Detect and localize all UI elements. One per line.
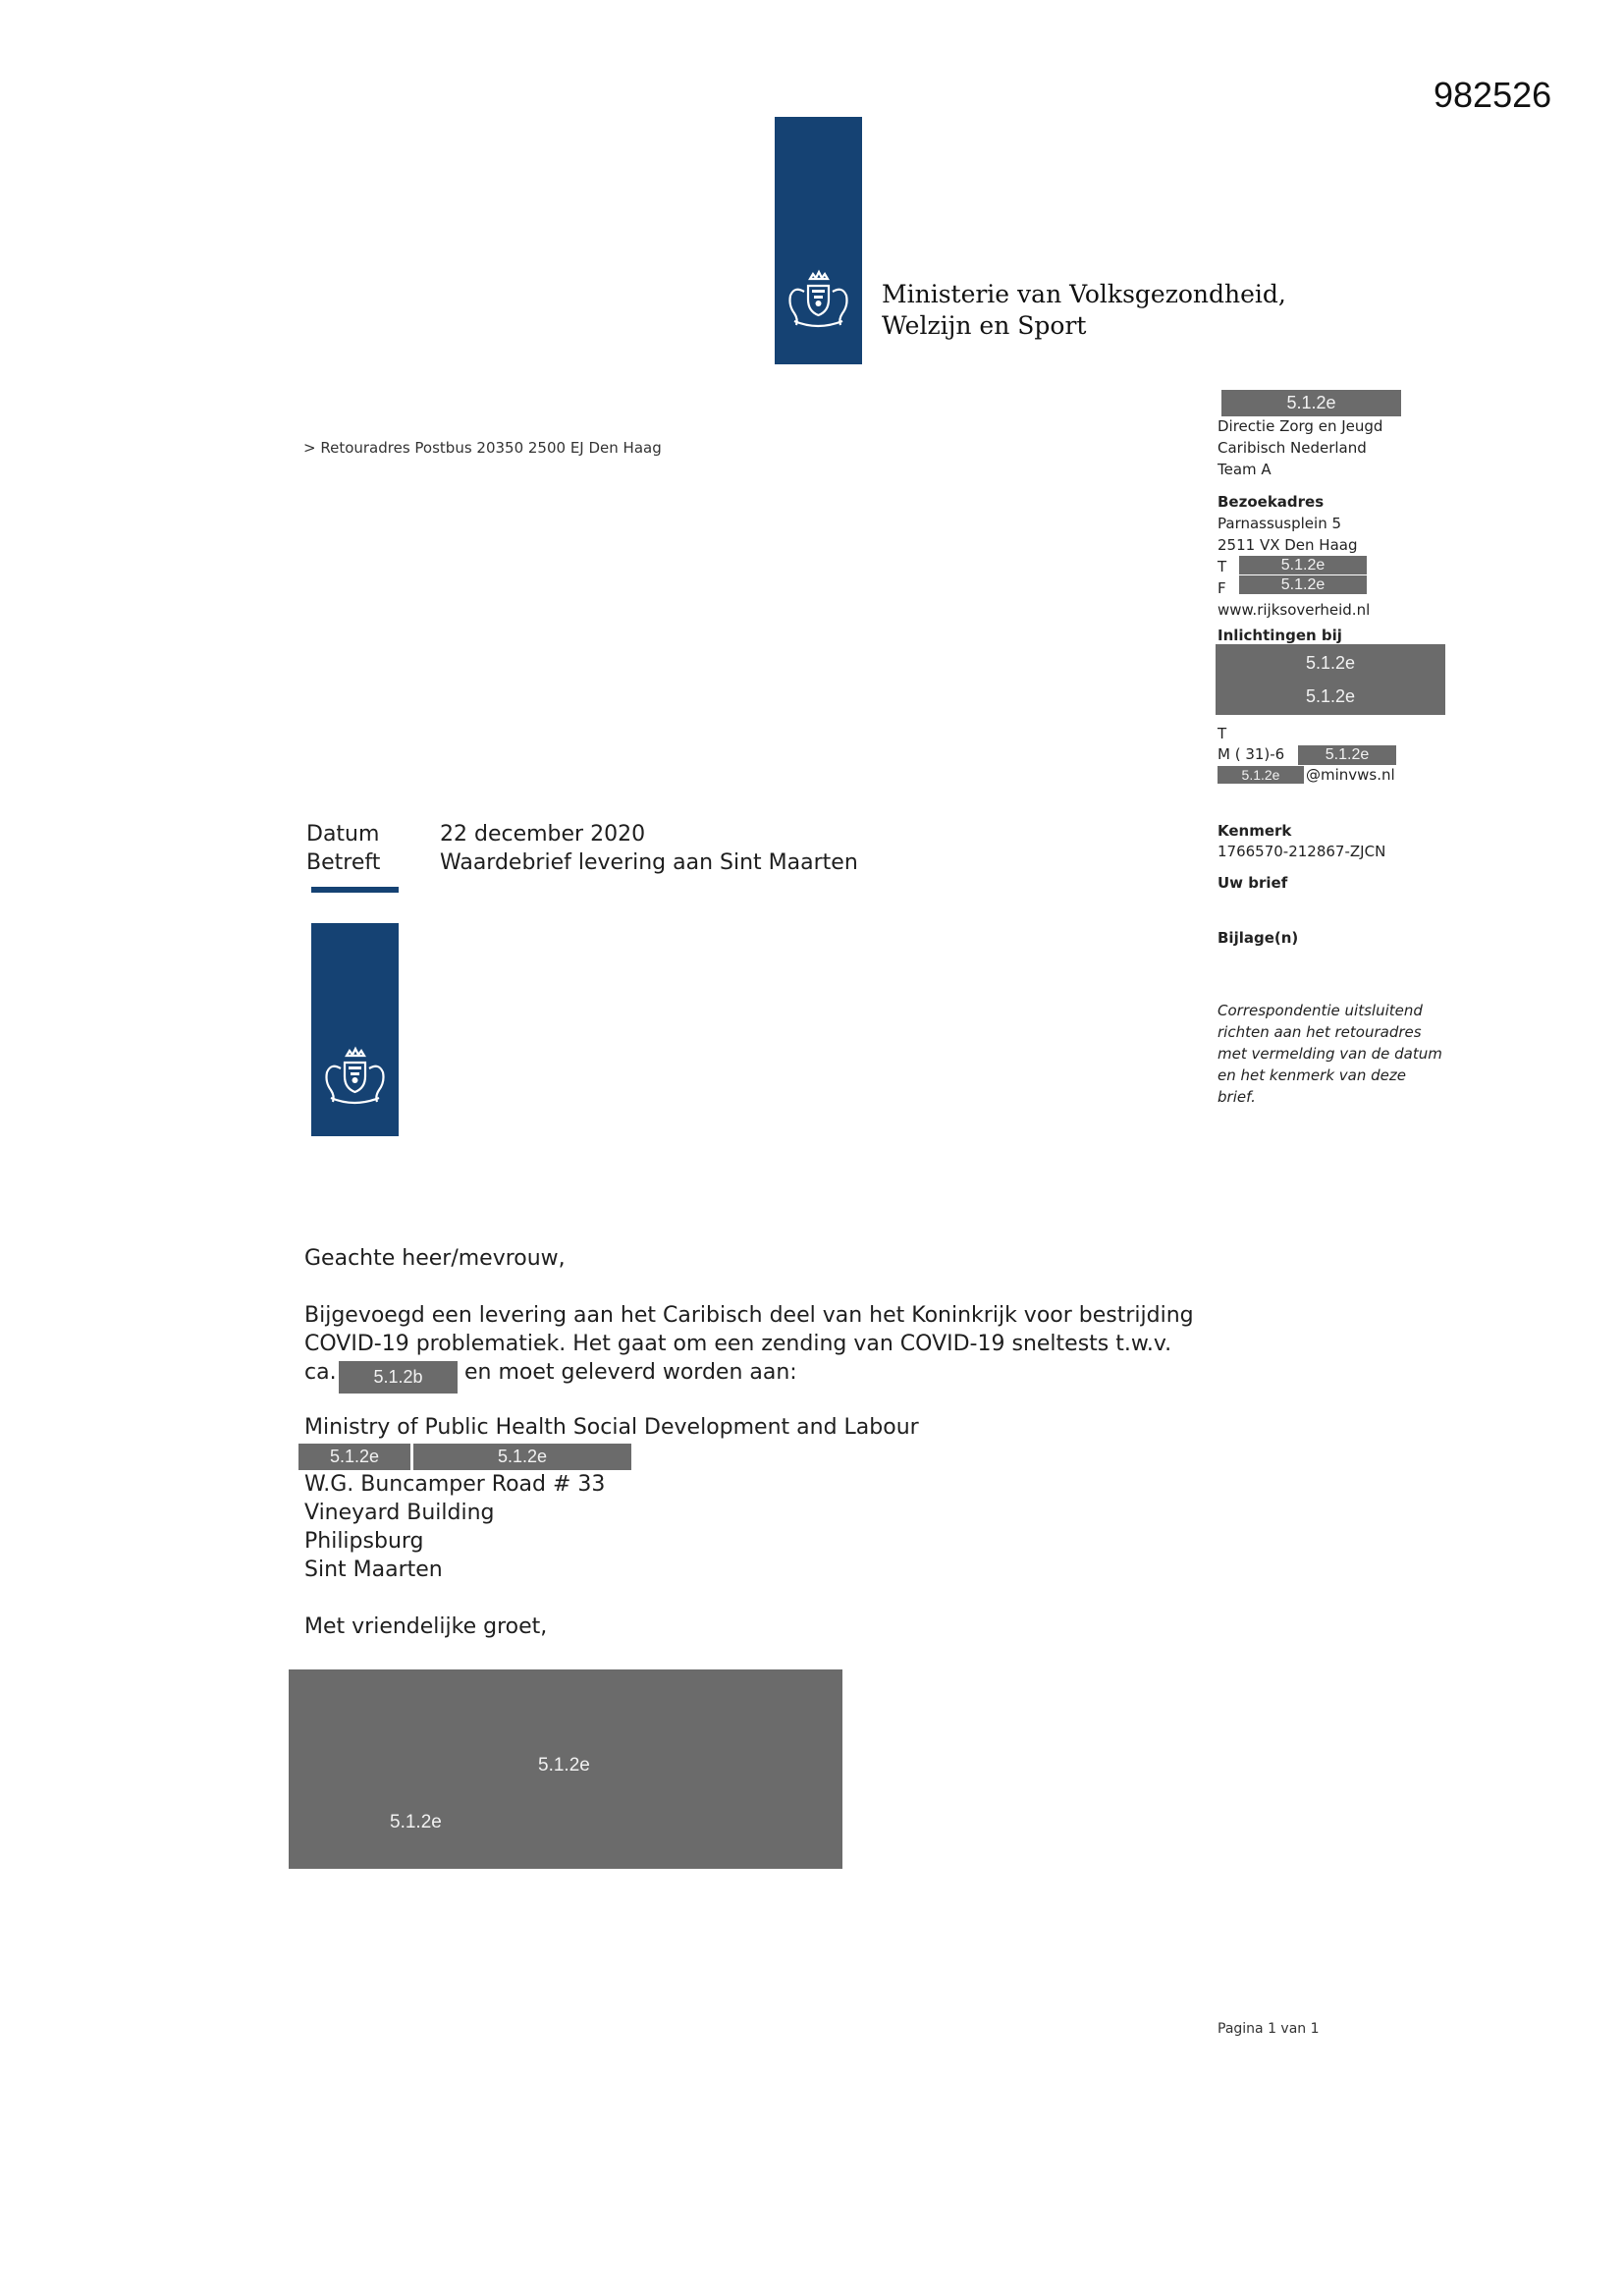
signature-redaction: [289, 1669, 842, 1869]
ministry-logo: [775, 117, 862, 364]
sidebar-org-line: Directie Zorg en Jeugd: [1218, 417, 1383, 435]
info-redaction-line: 5.1.2e: [1305, 686, 1356, 706]
contact-mobile-prefix: M ( 31)-6: [1218, 745, 1285, 763]
contact-t-label: T: [1218, 725, 1227, 742]
sidebar-org-line: Caribisch Nederland: [1218, 439, 1367, 457]
date-label: Datum: [306, 822, 380, 847]
signature-redaction-label: 5.1.2e: [390, 1812, 442, 1832]
bijlage-heading: Bijlage(n): [1218, 929, 1299, 947]
address-redaction: 5.1.2e: [298, 1444, 410, 1470]
address-redaction: 5.1.2e: [413, 1444, 631, 1470]
kenmerk-value: 1766570-212867-ZJCN: [1218, 843, 1386, 860]
closing: Met vriendelijke groet,: [304, 1614, 548, 1639]
fax-redaction: 5.1.2e: [1239, 575, 1367, 594]
info-redaction-line: 5.1.2e: [1305, 653, 1356, 673]
correspondence-line: richten aan het retouradres: [1218, 1023, 1422, 1041]
kenmerk-heading: Kenmerk: [1218, 822, 1292, 840]
visit-address-line: Parnassusplein 5: [1218, 515, 1342, 532]
visit-address-heading: Bezoekadres: [1218, 493, 1325, 511]
sidebar-org-line: Team A: [1218, 461, 1272, 478]
return-address: > Retouradres Postbus 20350 2500 EJ Den Haag: [303, 439, 662, 457]
uw-brief-heading: Uw brief: [1218, 874, 1288, 892]
sidebar-org: [1218, 415, 1382, 480]
ministry-name-line2: Welzijn en Sport: [882, 311, 1087, 340]
correspondence-line: en het kenmerk van deze: [1218, 1066, 1406, 1084]
ministry-name-line1: Ministerie van Volksgezondheid,: [882, 280, 1286, 308]
paragraph-line-prefix: ca.: [304, 1360, 337, 1385]
paragraph-line: Bijgevoegd een levering aan het Caribisch deel van het Koninkrijk voor bestrijding: [304, 1303, 1194, 1328]
email-redaction: 5.1.2e: [1218, 766, 1304, 784]
visit-address-line: 2511 VX Den Haag: [1218, 536, 1358, 554]
address-line: Vineyard Building: [304, 1501, 495, 1525]
address-line: Sint Maarten: [304, 1558, 443, 1582]
correspondence-note: [1218, 1000, 1442, 1108]
fax-label: F: [1218, 579, 1226, 597]
correspondence-line: brief.: [1218, 1088, 1256, 1106]
document-number: 982526: [1434, 75, 1552, 115]
redaction-box: 5.1.2e: [1221, 390, 1401, 416]
info-redaction: [1216, 644, 1445, 715]
address-line: Ministry of Public Health Social Development and Labour: [304, 1415, 919, 1440]
signature-redaction-label: 5.1.2e: [538, 1755, 590, 1776]
address-line: Philipsburg: [304, 1529, 424, 1554]
phone-label: T: [1218, 558, 1227, 575]
paragraph-line: COVID-19 problematiek. Het gaat om een zending van COVID-19 sneltests t.w.v.: [304, 1332, 1172, 1356]
divider: [311, 887, 399, 893]
subject-value: Waardebrief levering aan Sint Maarten: [440, 850, 858, 875]
salutation: Geachte heer/mevrouw,: [304, 1246, 566, 1271]
email-suffix: @minvws.nl: [1306, 766, 1395, 784]
ministry-logo-small: [311, 923, 399, 1136]
coat-of-arms-icon: [775, 117, 862, 364]
correspondence-line: met vermelding van de datum: [1218, 1045, 1442, 1063]
coat-of-arms-icon: [311, 923, 399, 1136]
info-heading: Inlichtingen bij: [1218, 627, 1342, 644]
mobile-redaction: 5.1.2e: [1298, 745, 1396, 765]
page-number: Pagina 1 van 1: [1218, 2021, 1320, 2037]
amount-redaction: 5.1.2b: [339, 1361, 458, 1394]
date-value: 22 december 2020: [440, 822, 646, 847]
subject-label: Betreft: [306, 850, 381, 875]
paragraph-line-suffix: en moet geleverd worden aan:: [464, 1360, 797, 1385]
address-line: W.G. Buncamper Road # 33: [304, 1472, 606, 1497]
correspondence-line: Correspondentie uitsluitend: [1218, 1002, 1423, 1019]
ministry-name: [882, 279, 1286, 342]
phone-redaction: 5.1.2e: [1239, 556, 1367, 574]
website[interactable]: www.rijksoverheid.nl: [1218, 601, 1371, 619]
